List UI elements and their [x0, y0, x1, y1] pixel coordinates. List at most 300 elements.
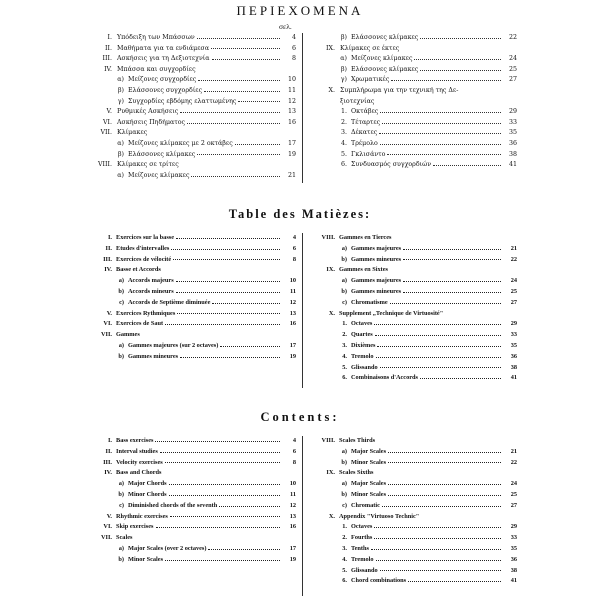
- contents-entry: [309, 86, 517, 97]
- entry-title: Κλίμακες σε έκτες: [340, 44, 400, 52]
- entry-page-number: 36: [510, 352, 517, 360]
- entry-number: β): [117, 86, 124, 94]
- contents-entry: [86, 139, 296, 150]
- entry-number: a): [118, 480, 124, 488]
- contents-entry: [309, 555, 517, 566]
- contents-entry: [86, 171, 296, 182]
- entry-number: b): [118, 352, 124, 360]
- entry-title: Υπόδειξη των Μπάσσων: [117, 34, 195, 41]
- dot-leader: [165, 462, 280, 463]
- contents-entry: [309, 468, 517, 479]
- entry-page-number: 17: [289, 341, 296, 349]
- entry-number: β): [340, 65, 347, 73]
- dot-leader: [390, 303, 501, 304]
- dot-leader: [388, 484, 501, 485]
- contents-entry: [309, 447, 517, 458]
- entry-page-number: 16: [289, 320, 296, 328]
- contents-entry: [309, 33, 517, 44]
- dot-leader: [374, 538, 501, 539]
- entry-page-number: 12: [289, 501, 296, 509]
- entry-number: b): [341, 255, 347, 263]
- entry-number: c): [119, 501, 124, 509]
- contents-entry: [86, 479, 296, 490]
- entry-page-number: 10: [289, 480, 296, 488]
- contents-entry: [309, 309, 517, 320]
- contents-entry: [309, 373, 517, 384]
- entry-title: Οκτάβες: [351, 108, 379, 116]
- entry-title: Minor Scales: [351, 458, 387, 466]
- entry-number: γ): [117, 97, 124, 105]
- entry-page-number: 38: [508, 150, 517, 158]
- entry-number: X.: [328, 86, 335, 94]
- entry-title: Bass exercises: [116, 437, 154, 444]
- entry-title: Basse et Accords: [116, 266, 161, 274]
- entry-number: 1.: [342, 523, 347, 531]
- dot-leader: [403, 292, 501, 293]
- contents-entry: [86, 512, 296, 523]
- entry-title: Chord combinations: [351, 577, 407, 585]
- entry-title: Fourths: [351, 534, 373, 542]
- contents-entry: [309, 54, 517, 65]
- entry-title: Κλίμακες σε τρίτες: [117, 161, 179, 169]
- dot-leader: [433, 165, 501, 166]
- entry-title: Τέταρτες: [351, 118, 381, 126]
- contents-entry: [309, 160, 517, 171]
- contents-entry: [86, 544, 296, 555]
- entry-title: Minor Scales: [351, 490, 387, 498]
- entry-title: Tremolo: [351, 555, 374, 563]
- entry-page-number: 8: [291, 55, 296, 63]
- entry-title: Combinaisons d'Accords: [351, 374, 419, 382]
- entry-number: a): [341, 277, 347, 285]
- dot-leader: [180, 357, 280, 358]
- entry-page-number: 41: [510, 577, 517, 585]
- entry-title: Accords mineurs: [128, 287, 174, 295]
- entry-title: Appendix "Virtuoso Technic": [339, 512, 420, 520]
- dot-leader: [403, 249, 501, 250]
- entry-title: Scales Thirds: [339, 437, 376, 444]
- entry-title: Chromatisme: [351, 298, 388, 306]
- entry-number: IX.: [326, 469, 335, 477]
- entry-title: Diminished chords of the seventh: [128, 501, 218, 509]
- contents-entry: [86, 298, 296, 309]
- entry-page-number: 19: [287, 150, 296, 158]
- entry-page-number: 27: [510, 501, 517, 509]
- entry-number: b): [118, 490, 124, 498]
- english-contents-left-column: [86, 436, 296, 566]
- entry-number: α): [117, 139, 124, 147]
- entry-page-number: 38: [510, 363, 517, 371]
- entry-number: c): [342, 501, 347, 509]
- entry-title: Minor Scales: [128, 555, 164, 563]
- entry-page-number: 10: [287, 76, 296, 84]
- entry-number: II.: [105, 44, 112, 52]
- dot-leader: [388, 495, 501, 496]
- page-column-label: σελ.: [279, 22, 292, 31]
- contents-entry: [86, 233, 296, 244]
- entry-number: b): [341, 490, 347, 498]
- entry-page-number: 29: [510, 320, 517, 328]
- entry-title: Octaves: [351, 523, 373, 531]
- entry-title: Gammes mineures: [351, 287, 402, 295]
- contents-entry: [86, 501, 296, 512]
- entry-page-number: 36: [508, 139, 517, 147]
- entry-number: α): [117, 171, 124, 179]
- entry-number: 4.: [340, 139, 347, 147]
- entry-page-number: 11: [290, 287, 296, 295]
- contents-entry: [86, 128, 296, 139]
- entry-title: Χρωματικές: [351, 76, 390, 84]
- entry-title: Μείζονες συγχορδίες: [128, 76, 197, 84]
- contents-entry: [309, 533, 517, 544]
- entry-title: Interval studies: [116, 447, 158, 455]
- entry-title: Συμπλήρωμα για την τεχνική της Δε-: [340, 86, 459, 94]
- dot-leader: [235, 144, 280, 145]
- column-divider: [302, 233, 303, 388]
- entry-number: 1.: [342, 320, 347, 328]
- entry-number: a): [118, 277, 124, 285]
- contents-entry: [86, 44, 296, 55]
- contents-entry: [309, 566, 517, 577]
- entry-number: a): [341, 480, 347, 488]
- entry-number: 1.: [340, 108, 347, 116]
- entry-title: Μαθήματα για τα ενδιάμεσα: [117, 44, 210, 52]
- contents-entry: [309, 287, 517, 298]
- column-divider: [302, 33, 303, 183]
- contents-entry: [309, 458, 517, 469]
- contents-entry: [309, 576, 517, 587]
- entry-title: Γκλισάντο: [351, 150, 386, 158]
- entry-number: 3.: [342, 544, 347, 552]
- contents-entry: [86, 54, 296, 65]
- dot-leader: [376, 357, 502, 358]
- entry-page-number: 12: [289, 298, 296, 306]
- entry-number: I.: [107, 234, 112, 241]
- dot-leader: [191, 176, 280, 177]
- dot-leader: [165, 324, 280, 325]
- dot-leader: [219, 506, 280, 507]
- dot-leader: [403, 259, 501, 260]
- contents-entry: [309, 330, 517, 341]
- entry-page-number: 4: [292, 234, 296, 241]
- entry-page-number: 36: [510, 555, 517, 563]
- entry-number: VII.: [100, 331, 112, 339]
- entry-number: I.: [107, 437, 112, 444]
- entry-page-number: 25: [508, 65, 517, 73]
- entry-title: Gammes mineures: [351, 255, 402, 263]
- entry-title: Gammes majeures (sur 2 octaves): [128, 341, 219, 349]
- entry-title: Ελάσσονες κλίμακες: [351, 65, 419, 73]
- dot-leader: [211, 48, 280, 49]
- contents-entry: [309, 118, 517, 129]
- entry-title: Συγχορδίες εβδόμης ελαττωμένης: [128, 97, 237, 105]
- entry-number: V.: [106, 512, 112, 520]
- entry-page-number: 6: [292, 447, 296, 455]
- entry-page-number: 33: [510, 534, 517, 542]
- entry-title: Exercices de Saut: [116, 320, 164, 328]
- contents-entry: [86, 458, 296, 469]
- entry-number: a): [118, 341, 124, 349]
- entry-number: VI.: [103, 523, 112, 531]
- entry-page-number: 35: [510, 341, 517, 349]
- contents-entry: [86, 244, 296, 255]
- dot-leader: [156, 527, 281, 528]
- entry-number: a): [341, 244, 347, 252]
- contents-entry: [309, 501, 517, 512]
- contents-entry: [309, 265, 517, 276]
- entry-page-number: 4: [291, 34, 296, 41]
- contents-entry: [86, 265, 296, 276]
- greek-contents-heading: ΠΕΡΙΕΧΟΜΕΝΑ: [236, 3, 364, 18]
- entry-page-number: 41: [510, 374, 517, 382]
- entry-number: III.: [103, 255, 112, 263]
- entry-title: Exercices sur la basse: [116, 234, 175, 241]
- entry-number: b): [341, 458, 347, 466]
- entry-number: I.: [107, 34, 112, 41]
- dot-leader: [420, 38, 501, 39]
- contents-entry: [309, 75, 517, 86]
- dot-leader: [414, 59, 501, 60]
- dot-leader: [177, 313, 280, 314]
- entry-title: Tremolo: [351, 352, 374, 360]
- contents-entry: [309, 298, 517, 309]
- entry-number: VII.: [100, 129, 112, 137]
- contents-entry: [86, 555, 296, 566]
- dot-leader: [173, 259, 280, 260]
- entry-title: Velocity exercises: [116, 458, 163, 466]
- entry-page-number: 25: [510, 287, 517, 295]
- entry-number: V.: [106, 108, 112, 116]
- dot-leader: [171, 249, 280, 250]
- entry-title: Scales: [116, 534, 133, 542]
- dot-leader: [208, 549, 280, 550]
- entry-title: Accords majeurs: [128, 277, 174, 285]
- entry-page-number: 4: [292, 437, 296, 444]
- entry-title: Ελάσσονες κλίμακες: [351, 34, 419, 41]
- greek-contents-right-column: [309, 33, 517, 171]
- dot-leader: [212, 303, 280, 304]
- contents-entry: [309, 276, 517, 287]
- entry-title: Ελάσσονες συγχορδίες: [128, 86, 203, 94]
- dot-leader: [238, 101, 280, 102]
- entry-number: VII.: [100, 534, 112, 542]
- contents-entry: [309, 233, 517, 244]
- dot-leader: [187, 123, 280, 124]
- entry-title: Bass and Chords: [116, 469, 162, 477]
- entry-page-number: 17: [287, 139, 296, 147]
- entry-number: VI.: [102, 118, 112, 126]
- entry-page-number: 29: [510, 523, 517, 531]
- entry-page-number: 33: [508, 118, 517, 126]
- dot-leader: [371, 549, 501, 550]
- entry-number: 2.: [342, 534, 347, 542]
- entry-title: Major Scales (over 2 octaves): [128, 544, 207, 552]
- entry-number: 5.: [340, 150, 347, 158]
- entry-title: Rhythmic exercises: [116, 512, 168, 520]
- entry-page-number: 27: [510, 298, 517, 306]
- contents-entry: [309, 319, 517, 330]
- entry-page-number: 6: [291, 44, 296, 52]
- dot-leader: [380, 367, 501, 368]
- entry-page-number: 21: [287, 171, 296, 179]
- entry-page-number: 12: [287, 97, 296, 105]
- entry-page-number: 24: [508, 55, 517, 63]
- entry-title: Κλίμακες: [117, 129, 148, 137]
- contents-entry: [86, 447, 296, 458]
- contents-entry: [309, 436, 517, 447]
- dot-leader: [408, 581, 501, 582]
- contents-entry: [309, 139, 517, 150]
- entry-number: VIII.: [97, 161, 112, 169]
- dot-leader: [387, 154, 501, 155]
- entry-number: b): [341, 287, 347, 295]
- entry-title: Accords de Septième diminuée: [128, 298, 211, 306]
- entry-number: X.: [328, 512, 335, 520]
- dot-leader: [391, 80, 501, 81]
- entry-page-number: 38: [510, 566, 517, 574]
- entry-title: Συνδυασμός συγχορδιών: [351, 161, 432, 169]
- entry-title: Octaves: [351, 320, 373, 328]
- entry-number: a): [341, 447, 347, 455]
- entry-page-number: 24: [510, 480, 517, 488]
- column-divider: [302, 436, 303, 596]
- entry-page-number: 8: [292, 255, 296, 263]
- contents-entry: [309, 544, 517, 555]
- contents-entry: [86, 150, 296, 161]
- dot-leader: [180, 112, 280, 113]
- entry-title: Glissando: [351, 363, 378, 371]
- dot-leader: [176, 238, 280, 239]
- dot-leader: [176, 281, 280, 282]
- dot-leader: [379, 133, 501, 134]
- contents-entry: [86, 330, 296, 341]
- entry-page-number: 16: [289, 523, 296, 531]
- entry-title: Etudes d'intervalles: [116, 244, 170, 252]
- entry-title: Major Scales: [351, 447, 387, 455]
- entry-page-number: 13: [289, 309, 296, 317]
- greek-contents-left-column: [86, 33, 296, 181]
- entry-number: 3.: [342, 341, 347, 349]
- dot-leader: [380, 144, 501, 145]
- entry-number: 2.: [342, 331, 347, 339]
- entry-title: Scales Sixths: [339, 469, 374, 477]
- contents-entry: [86, 319, 296, 330]
- french-contents-heading: Table des Matièzes:: [228, 207, 372, 221]
- entry-number: 6.: [342, 374, 347, 382]
- entry-number: α): [117, 76, 124, 84]
- entry-title: Tenths: [351, 544, 369, 552]
- entry-number: γ): [340, 76, 347, 84]
- entry-number: β): [117, 150, 124, 158]
- contents-entry: [86, 75, 296, 86]
- entry-title: Gammes majeures: [351, 244, 402, 252]
- contents-entry: [86, 97, 296, 108]
- entry-page-number: 6: [292, 244, 296, 252]
- contents-entry: [309, 352, 517, 363]
- entry-number: 6.: [342, 577, 347, 585]
- dot-leader: [375, 335, 501, 336]
- entry-page-number: 22: [508, 34, 517, 41]
- contents-entry: [309, 522, 517, 533]
- entry-number: III.: [102, 55, 112, 63]
- contents-entry: [309, 128, 517, 139]
- entry-number: 4.: [342, 352, 347, 360]
- entry-number: VIII.: [321, 234, 335, 241]
- english-contents-heading: Contents:: [260, 410, 340, 424]
- dot-leader: [165, 560, 280, 561]
- entry-title: ξιοτεχνίας: [340, 97, 375, 105]
- dot-leader: [155, 441, 280, 442]
- contents-entry: [309, 244, 517, 255]
- dot-leader: [160, 452, 280, 453]
- entry-title: Μείζονες κλίμακες: [128, 171, 190, 179]
- entry-number: 6.: [340, 161, 347, 169]
- entry-number: IX.: [326, 44, 335, 52]
- entry-number: II.: [105, 244, 112, 252]
- entry-number: α): [340, 55, 347, 63]
- entry-title: Chromatic: [351, 501, 380, 509]
- contents-entry: [86, 341, 296, 352]
- entry-title: Glissando: [351, 566, 378, 574]
- entry-number: a): [118, 544, 124, 552]
- dot-leader: [374, 527, 501, 528]
- contents-entry: [86, 287, 296, 298]
- dot-leader: [420, 70, 501, 71]
- entry-number: VIII.: [321, 437, 335, 444]
- dot-leader: [403, 281, 501, 282]
- entry-title: Gammes mineures: [128, 352, 179, 360]
- dot-leader: [376, 560, 502, 561]
- dot-leader: [170, 516, 280, 517]
- entry-page-number: 35: [510, 544, 517, 552]
- entry-number: IV.: [104, 469, 112, 477]
- entry-number: β): [340, 34, 347, 41]
- dot-leader: [204, 91, 280, 92]
- entry-number: II.: [105, 447, 112, 455]
- entry-page-number: 22: [510, 255, 517, 263]
- contents-entry: [86, 276, 296, 287]
- contents-entry: [309, 107, 517, 118]
- entry-number: 3.: [340, 129, 347, 137]
- entry-title: Μπάσσα και συγχορδίες: [117, 65, 196, 73]
- entry-title: Ελάσσονες κλίμακες: [128, 150, 196, 158]
- entry-number: X.: [328, 309, 335, 317]
- entry-title: Τρέμολο: [351, 139, 378, 147]
- entry-page-number: 10: [289, 277, 296, 285]
- dot-leader: [220, 346, 280, 347]
- entry-number: VI.: [103, 320, 112, 328]
- contents-entry: [309, 150, 517, 161]
- contents-entry: [309, 512, 517, 523]
- french-contents-right-column: [309, 233, 517, 384]
- entry-number: 4.: [342, 555, 347, 563]
- contents-entry: [86, 309, 296, 320]
- entry-title: Ρυθμικές Ασκήσεις: [117, 108, 179, 116]
- french-contents-left-column: [86, 233, 296, 363]
- contents-entry: [309, 341, 517, 352]
- entry-number: V.: [106, 309, 112, 317]
- dot-leader: [176, 292, 280, 293]
- entry-page-number: 11: [290, 490, 296, 498]
- dot-leader: [198, 80, 280, 81]
- entry-page-number: 21: [510, 244, 517, 252]
- entry-page-number: 29: [508, 108, 517, 116]
- contents-entry: [309, 255, 517, 266]
- entry-page-number: 21: [510, 447, 517, 455]
- contents-entry: [86, 352, 296, 363]
- entry-title: Ασκήσεις για τη Δεξιοτεχνία: [117, 55, 210, 63]
- contents-entry: [86, 533, 296, 544]
